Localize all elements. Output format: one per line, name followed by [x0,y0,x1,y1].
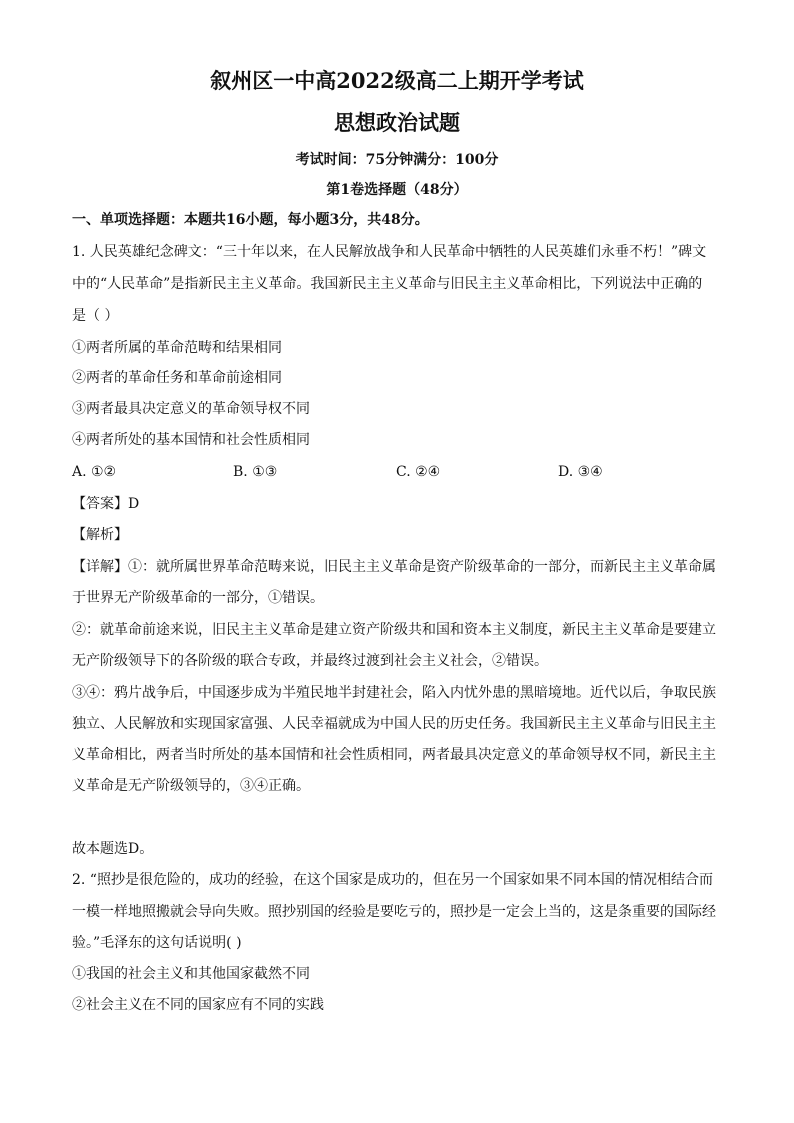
q1-detail-line: 义革命相比，两者当时所处的基本国情和社会性质相同，两者最具决定意义的革命领导权不同，新民主主 [72,747,716,763]
q1-stem-line: 中的“人民革命”是指新民主主义革命。我国新民主主义革命与旧民主主义革命相比，下列说法中正确的 [72,276,703,292]
q1-option-d: D. ③④ [558,464,603,480]
q1-detail-line: 义革命是无产阶级领导的，③④正确。 [72,778,310,794]
section-heading: 一、单项选择题：本题共16小题，每小题3分，共48分。 [72,212,429,228]
exam-subtitle: 思想政治试题 [334,110,460,135]
q1-stem-line: 是（ ） [72,308,119,324]
q1-option-a: A. ①② [72,464,117,480]
q1-detail-line: ③④：鸦片战争后，中国逐步成为半殖民地半封建社会，陷入内忧外患的黑暗境地。近代以后，争取民族 [72,685,716,701]
q2-stem-line: 一模一样地照搬就会导向失败。照抄别国的经验是要吃亏的，照抄是一定会上当的，这是条重要的国际经 [72,904,716,920]
q2-statement: ②社会主义在不同的国家应有不同的实践 [72,997,324,1013]
q1-conclusion: 故本题选D。 [72,841,154,857]
q1-analysis-label: 【解析】 [72,527,128,543]
q1-detail-line: 独立、人民解放和实现国家富强、人民幸福就成为中国人民的历史任务。我国新民主主义革命与旧民主主 [72,716,716,732]
q2-stem-line: 验。”毛泽东的这句话说明( ) [72,935,242,951]
q1-stem-line: 1. 人民英雄纪念碑文：“三十年以来，在人民解放战争和人民革命中牺牲的人民英雄们永垂不朽！”碑文 [72,244,707,260]
q1-option-b: B. ①③ [233,464,278,480]
exam-time: 考试时间：75分钟满分：100分 [295,152,499,168]
q1-statement: ③两者最具决定意义的革命领导权不同 [72,401,310,417]
q1-statement: ④两者所处的基本国情和社会性质相同 [72,432,310,448]
q1-statement: ②两者的革命任务和革命前途相同 [72,370,282,386]
q1-option-c: C. ②④ [396,464,441,480]
q1-answer: 【答案】D [72,496,140,512]
q1-detail-line: 于世界无产阶级革命的一部分，①错误。 [72,590,324,606]
q1-detail-line: 无产阶级领导下的各阶级的联合专政，并最终过渡到社会主义社会，②错误。 [72,653,548,669]
volume-heading: 第1卷选择题（48分） [326,182,468,198]
q1-detail-line: 【详解】①：就所属世界革命范畴来说，旧民主主义革命是资产阶级革命的一部分，而新民主主义革命属 [72,559,716,575]
q1-detail-line: ②：就革命前途来说，旧民主主义革命是建立资产阶级共和国和资本主义制度，新民主主义革命是要建立 [72,622,716,638]
q2-stem-line: 2. “照抄是很危险的，成功的经验，在这个国家是成功的，但在另一个国家如果不同本国的情况相结合而 [72,872,713,888]
q2-statement: ①我国的社会主义和其他国家截然不同 [72,966,310,982]
q1-statement: ①两者所属的革命范畴和结果相同 [72,340,282,356]
exam-title: 叙州区一中高2022级高二上期开学考试 [210,68,584,93]
